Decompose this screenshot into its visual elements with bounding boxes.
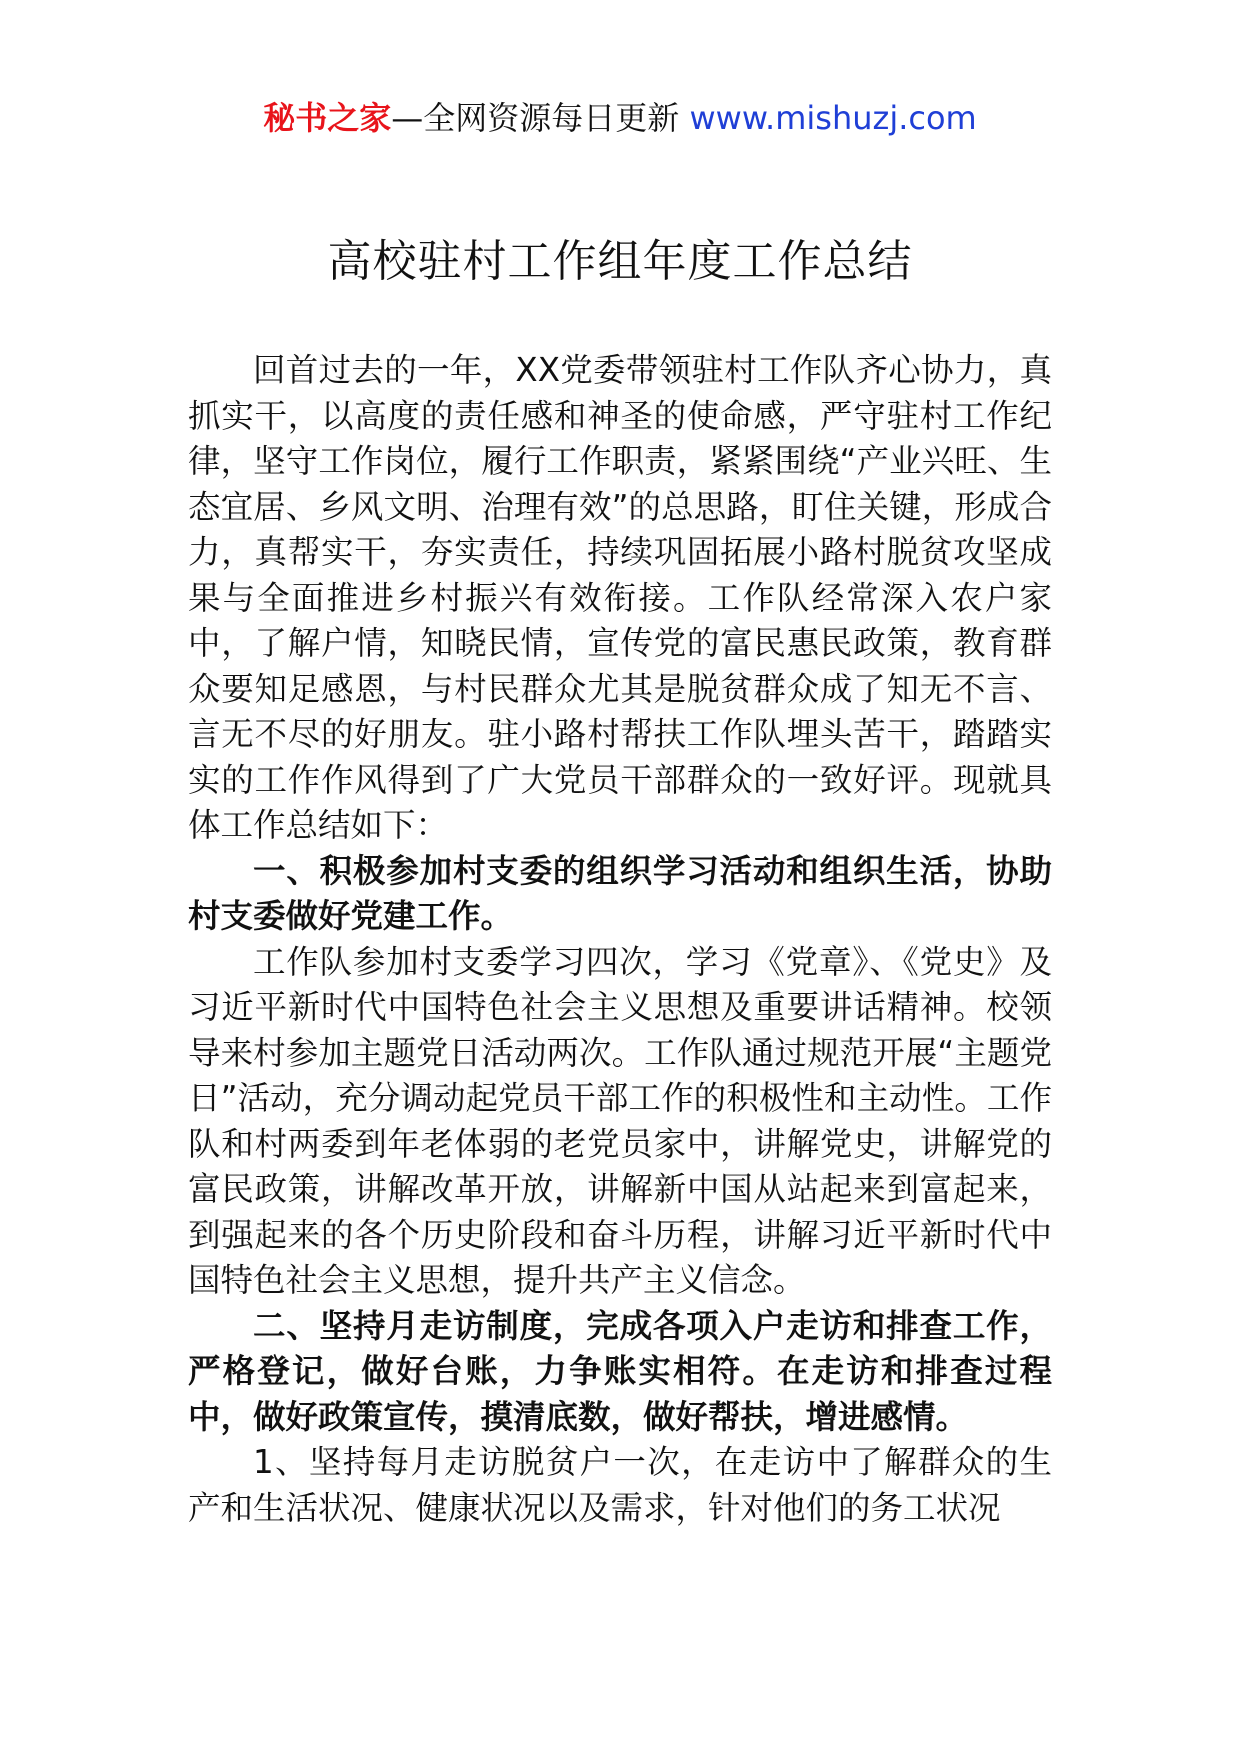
header-site-url[interactable]: www.mishuzj.com [689,99,977,137]
header-tagline: —全网资源每日更新 [391,99,680,137]
section-heading-2: 二、坚持月走访制度，完成各项入户走访和排查工作，严格登记，做好台账，力争账实相符。在走访和排查过程中，做好政策宣传，摸清底数，做好帮扶，增进感情。 [188,1306,1052,1436]
paragraph-section-1: 工作队参加村支委学习四次，学习《党章》、《党史》及习近平新时代中国特色社会主义思想及重要讲话精神。校领导来村参加主题党日活动两次。工作队通过规范开展“主题党日”活动，充分调动起党员干部工作的积极性和主动性。工作队和村两委到年老体弱的老党员家中，讲解党史，讲解党的富民政策，讲解改革开放，讲解新中国从站起来到富起来，到强起来的各个历史阶段和奋斗历程，讲解习近平新时代中国特色社会主义思想，提升共产主义信念。 [188,942,1052,1299]
paragraph-item-1: 1、坚持每月走访脱贫户一次，在走访中了解群众的生产和生活状况、健康状况以及需求，针对他们的务工状况 [188,1443,1052,1527]
section-heading-1: 一、积极参加村支委的组织学习活动和组织生活，协助村支委做好党建工作。 [188,851,1052,935]
document-body [188,348,1052,1531]
header-brand: 秘书之家 [263,99,392,137]
paragraph-intro: 回首过去的一年，XX党委带领驻村工作队齐心协力，真抓实干，以高度的责任感和神圣的使命感，严守驻村工作纪律，坚守工作岗位，履行工作职责，紧紧围绕“产业兴旺、生态宜居、乡风文明、治理有效”的总思路，盯住关键，形成合力，真帮实干，夯实责任，持续巩固拓展小路村脱贫攻坚成果与全面推进乡村振兴有效衔接。工作队经常深入农户家中，了解户情，知晓民情，宣传党的富民惠民政策，教育群众要知足感恩，与村民群众尤其是脱贫群众成了知无不言、言无不尽的好朋友。驻小路村帮扶工作队埋头苦干，踏踏实实的工作作风得到了广大党员干部群众的一致好评。现就具体工作总结如下： [188,351,1052,844]
watermark-header [0,96,1240,140]
document-title: 高校驻村工作组年度工作总结 [327,236,913,287]
